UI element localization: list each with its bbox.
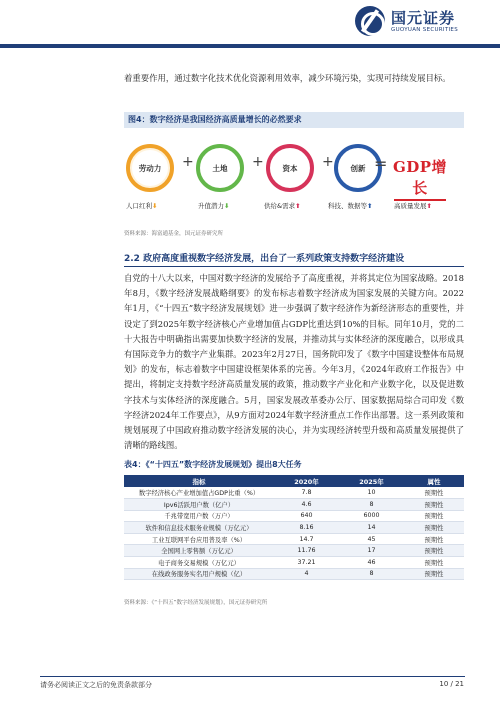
- label-text: 高质量发展: [394, 202, 427, 210]
- cell-2020: 11.76: [274, 545, 339, 557]
- cell-2025: 8: [339, 499, 404, 511]
- down-arrow-icon: ⬇: [152, 202, 158, 210]
- factor-land-name: 土地: [212, 163, 228, 173]
- cell-2020: 7.8: [274, 487, 339, 499]
- plus-operator: +: [322, 154, 334, 170]
- factor-labor-name: 劳动力: [138, 163, 162, 173]
- plus-operator: +: [252, 154, 264, 170]
- label-text: 供给&需求: [264, 202, 296, 210]
- cell-indicator: 工业互联网平台应用普及率（%）: [124, 533, 274, 545]
- col-header-indicator: 指标: [124, 475, 274, 487]
- factor-labor: [126, 144, 174, 192]
- label-supply-demand: [264, 201, 301, 210]
- cell-2020: 4.6: [274, 499, 339, 511]
- col-header-2025: 2025年: [339, 475, 404, 487]
- table-source: 资料来源：《“十四五”数字经济发展规划》，国元证券研究所: [124, 600, 268, 606]
- growth-factors-diagram: [124, 140, 464, 220]
- cell-indicator: 数字经济核心产业增加值占GDP比重（%）: [124, 487, 274, 499]
- up-arrow-icon: ⬆: [367, 202, 373, 210]
- header-divider: [0, 44, 500, 48]
- cell-indicator: 在线政务服务实名用户规模（亿）: [124, 568, 274, 580]
- figure-source: 资料来源：海富通基金，国元证券研究所: [124, 231, 224, 237]
- footer-disclaimer: 请务必阅读正文之后的免责条款部分: [40, 681, 152, 689]
- page-number: 10 / 21: [439, 680, 464, 688]
- table-title: 表4：《“十四五”数字经济发展规划》提出8大任务: [124, 460, 302, 469]
- table-row: [124, 557, 464, 569]
- tasks-table: [124, 475, 464, 580]
- table-row: [124, 568, 464, 580]
- table-row: [124, 522, 464, 534]
- up-arrow-icon: ⬆: [426, 202, 432, 210]
- table-row: [124, 510, 464, 522]
- cell-attribute: 预期性: [404, 522, 464, 534]
- cell-2025: 8: [339, 568, 404, 580]
- cell-2025: 45: [339, 533, 404, 545]
- cell-attribute: 预期性: [404, 533, 464, 545]
- up-arrow-icon: ⬆: [295, 202, 301, 210]
- table-row: [124, 533, 464, 545]
- cell-2025: 46: [339, 557, 404, 569]
- label-appreciation-potential: [198, 201, 229, 210]
- footer-divider: [40, 676, 465, 677]
- cell-indicator: 电子商务交易规模（万亿元）: [124, 557, 274, 569]
- plus-operator: +: [182, 154, 194, 170]
- section-divider: [124, 266, 464, 267]
- cell-attribute: 预期性: [404, 545, 464, 557]
- cell-2025: 17: [339, 545, 404, 557]
- cell-2020: 4: [274, 568, 339, 580]
- table-row: [124, 545, 464, 557]
- cell-attribute: 预期性: [404, 557, 464, 569]
- cell-attribute: 预期性: [404, 510, 464, 522]
- cell-2020: 640: [274, 510, 339, 522]
- factor-capital-name: 资本: [282, 163, 298, 173]
- cell-indicator: Ipv6活跃用户数（亿户）: [124, 499, 274, 511]
- cell-2025: 10: [339, 487, 404, 499]
- label-text: 升值潜力: [198, 202, 224, 210]
- guoyuan-logo-icon: [355, 6, 385, 36]
- label-tech-data: [328, 201, 372, 210]
- table-row: [124, 487, 464, 499]
- factor-land: [196, 144, 244, 192]
- factor-innovation-name: 创新: [350, 163, 366, 173]
- section-heading: 2.2 政府高度重视数字经济发展，出台了一系列政策支持数字经济建设: [124, 254, 405, 264]
- cell-indicator: 全国网上零售额（万亿元）: [124, 545, 274, 557]
- cell-2020: 14.7: [274, 533, 339, 545]
- brand-logo: [355, 6, 458, 36]
- cell-indicator: 千兆带宽用户数（万户）: [124, 510, 274, 522]
- label-text: 科技、数据等: [328, 202, 367, 210]
- intro-paragraph: 着重要作用，通过数字化技术优化资源利用效率，减少环境污染，实现可持续发展目标。: [124, 73, 451, 83]
- cell-2025: 6000: [339, 510, 404, 522]
- label-demographic-dividend: [126, 201, 157, 210]
- logo-chinese-name: 国元证券: [391, 8, 456, 27]
- cell-attribute: 预期性: [404, 568, 464, 580]
- section-paragraph: 自党的十八大以来，中国对数字经济的发展给予了高度重视，并将其定位为国家战略。2018年8月，《数字经济发展战略纲要》的发布标志着数字经济成为国家发展的关键方向。2022年1月，《“十四五”数字经济发展规划》进一步强调了数字经济作为新经济形态的重要性，并设定了到2025年数字经济核心产业增加值占GDP比重达到10%的目标。同年10月，党的二十大报告中明确指出需要加快数字经济的发展，并推动其与实体经济的深度融合，以形成具有国际竞争力的数字产业集群。2023年2月27日，国务院印发了《数字中国建设整体布局规划》的发布，标志着数字中国建设框架体系的完善。今年3月，《2024年政府工作报告》中提出，将制定支持数字经济高质量发展的政策，推动数字产业化和产业数字化，以及促进数字技术与实体经济的深度融合。5月，国家发展改革委办公厅、国家数据局综合司印发《数字经济2024年工作要点》，从9方面对2024年数字经济重点工作作出部署。这一系列政策和规划展现了中国政府推动数字经济发展的决心，并为实现经济转型升级和高质量发展提供了清晰的路线图。: [124, 273, 464, 451]
- cell-2025: 14: [339, 522, 404, 534]
- gdp-growth-result: [386, 156, 454, 201]
- factor-capital: [266, 144, 314, 192]
- logo-english-name: GUOYUAN SECURITIES: [391, 26, 458, 33]
- col-header-attribute: 属性: [404, 475, 464, 487]
- table-row: [124, 499, 464, 511]
- label-high-quality: [394, 201, 432, 210]
- down-arrow-icon: ⬇: [224, 202, 230, 210]
- cell-2020: 37.21: [274, 557, 339, 569]
- cell-attribute: 预期性: [404, 487, 464, 499]
- gdp-growth-title: GDP增长: [392, 158, 448, 197]
- cell-attribute: 预期性: [404, 499, 464, 511]
- figure-title: 图4：数字经济是我国经济高质量增长的必然要求: [124, 112, 464, 128]
- cell-indicator: 软件和信息技术服务业规模（万亿元）: [124, 522, 274, 534]
- label-text: 人口红利: [126, 202, 152, 210]
- cell-2020: 8.16: [274, 522, 339, 534]
- table-header-row: [124, 475, 464, 487]
- equals-operator: =: [374, 154, 388, 173]
- col-header-2020: 2020年: [274, 475, 339, 487]
